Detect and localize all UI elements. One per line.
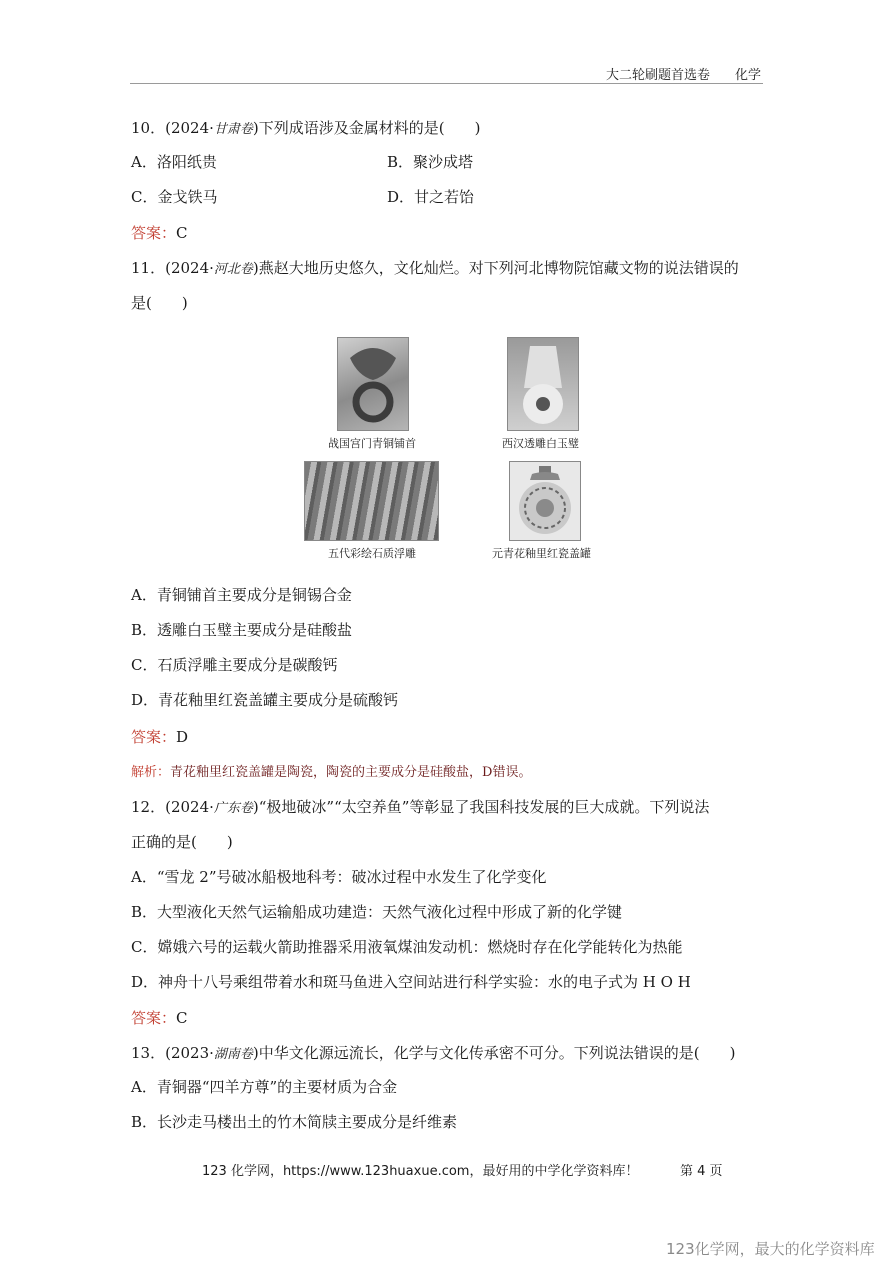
q10-option-d: D．甘之若饴 — [387, 188, 475, 206]
porcelain-jar-image — [509, 461, 581, 541]
footer-link-text: 123 化学网，https://www.123huaxue.com，最好用的中学化学资料库！ — [202, 1164, 639, 1179]
watermark: 123化学网，最大的化学资料库 — [666, 1240, 875, 1258]
q11-stem: 11．(2024·河北卷)燕赵大地历史悠久，文化灿烂。对下列河北博物院馆藏文物的说法错误的 — [131, 259, 739, 277]
stone-relief-image — [304, 461, 439, 541]
header-title: 大二轮刷题首选卷 — [606, 68, 711, 83]
q10-option-c: C．金戈铁马 — [131, 188, 218, 206]
q12-answer: 答案：C — [131, 1009, 188, 1027]
q10-option-a: A．洛阳纸贵 — [131, 153, 217, 171]
q11-option-d: D．青花釉里红瓷盖罐主要成分是硫酸钙 — [131, 691, 399, 709]
q11-explanation: 解析：青花釉里红瓷盖罐是陶瓷，陶瓷的主要成分是硅酸盐，D错误。 — [131, 765, 532, 780]
q12-option-a: A．“雪龙 2”号破冰船极地科考：破冰过程中水发生了化学变化 — [131, 868, 547, 886]
q11-option-c: C．石质浮雕主要成分是碳酸钙 — [131, 656, 338, 674]
q12-option-d: D．神舟十八号乘组带着水和斑马鱼进入空间站进行科学实验：水的电子式为 H O H — [131, 973, 691, 991]
q11-stem-cont: 是( ) — [131, 294, 188, 312]
q12-stem-cont: 正确的是( ) — [131, 833, 233, 851]
q10-answer: 答案：C — [131, 224, 188, 242]
q13-stem: 13．(2023·湖南卷)中华文化源远流长，化学与文化传承密不可分。下列说法错误的是( ) — [131, 1044, 736, 1062]
page-number: 第 4 页 — [680, 1164, 723, 1179]
caption-porcelain-jar: 元青花釉里红瓷盖罐 — [492, 547, 591, 560]
q10-option-b: B．聚沙成塔 — [387, 153, 474, 171]
q12-option-c: C．嫦娥六号的运载火箭助推器采用液氧煤油发动机：燃烧时存在化学能转化为热能 — [131, 938, 683, 956]
caption-stone-relief: 五代彩绘石质浮雕 — [328, 547, 416, 560]
q10-stem: 10．(2024·甘肃卷)下列成语涉及金属材料的是( ) — [131, 119, 481, 137]
jade-bi-image — [507, 337, 579, 431]
q12-stem: 12．(2024·广东卷)“极地破冰”“太空养鱼”等彰显了我国科技发展的巨大成就。下列说法 — [131, 798, 710, 816]
q13-option-a: A．青铜器“四羊方尊”的主要材质为合金 — [131, 1078, 398, 1096]
header-rule — [130, 83, 763, 84]
q11-option-a: A．青铜铺首主要成分是铜锡合金 — [131, 586, 352, 604]
caption-bronze-knocker: 战国宫门青铜铺首 — [328, 437, 416, 450]
q11-answer: 答案：D — [131, 728, 189, 746]
q13-option-b: B．长沙走马楼出土的竹木简牍主要成分是纤维素 — [131, 1113, 458, 1131]
caption-jade-bi: 西汉透雕白玉璧 — [502, 437, 579, 450]
q11-option-b: B．透雕白玉璧主要成分是硅酸盐 — [131, 621, 353, 639]
header-subject: 化学 — [735, 68, 762, 83]
q12-option-b: B．大型液化天然气运输船成功建造：天然气液化过程中形成了新的化学键 — [131, 903, 623, 921]
bronze-knocker-image — [337, 337, 409, 431]
